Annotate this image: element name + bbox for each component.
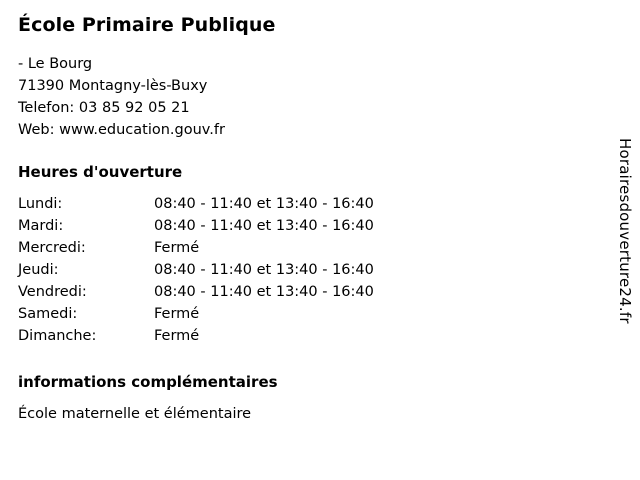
additional-info-heading: informations complémentaires [18,372,278,391]
day-label: Mercredi: [18,239,86,256]
table-row [18,303,374,325]
table-row [18,237,374,259]
table-row [18,325,374,347]
page-title: École Primaire Publique [18,14,276,36]
table-row [18,215,374,237]
day-hours: Fermé [154,327,200,344]
day-label: Samedi: [18,305,78,322]
day-hours: 08:40 - 11:40 et 13:40 - 16:40 [154,261,374,278]
day-label: Mardi: [18,217,64,234]
address-line-2: 71390 Montagny-lès-Buxy [18,77,208,94]
opening-hours-heading: Heures d'ouverture [18,162,183,181]
additional-info-text: École maternelle et élémentaire [18,405,252,422]
address-line-1: - Le Bourg [18,55,93,72]
website-line: Web: www.education.gouv.fr [18,121,225,138]
opening-hours-table [18,193,374,347]
day-hours: 08:40 - 11:40 et 13:40 - 16:40 [154,195,374,212]
day-hours: Fermé [154,239,200,256]
day-hours: 08:40 - 11:40 et 13:40 - 16:40 [154,283,374,300]
table-row [18,281,374,303]
table-row [18,259,374,281]
watermark-text: Horairesdouverture24.fr [616,138,634,324]
day-label: Vendredi: [18,283,87,300]
day-label: Dimanche: [18,327,97,344]
day-label: Lundi: [18,195,63,212]
day-hours: 08:40 - 11:40 et 13:40 - 16:40 [154,217,374,234]
table-row [18,193,374,215]
day-label: Jeudi: [18,261,59,278]
day-hours: Fermé [154,305,200,322]
phone-line: Telefon: 03 85 92 05 21 [18,99,190,116]
